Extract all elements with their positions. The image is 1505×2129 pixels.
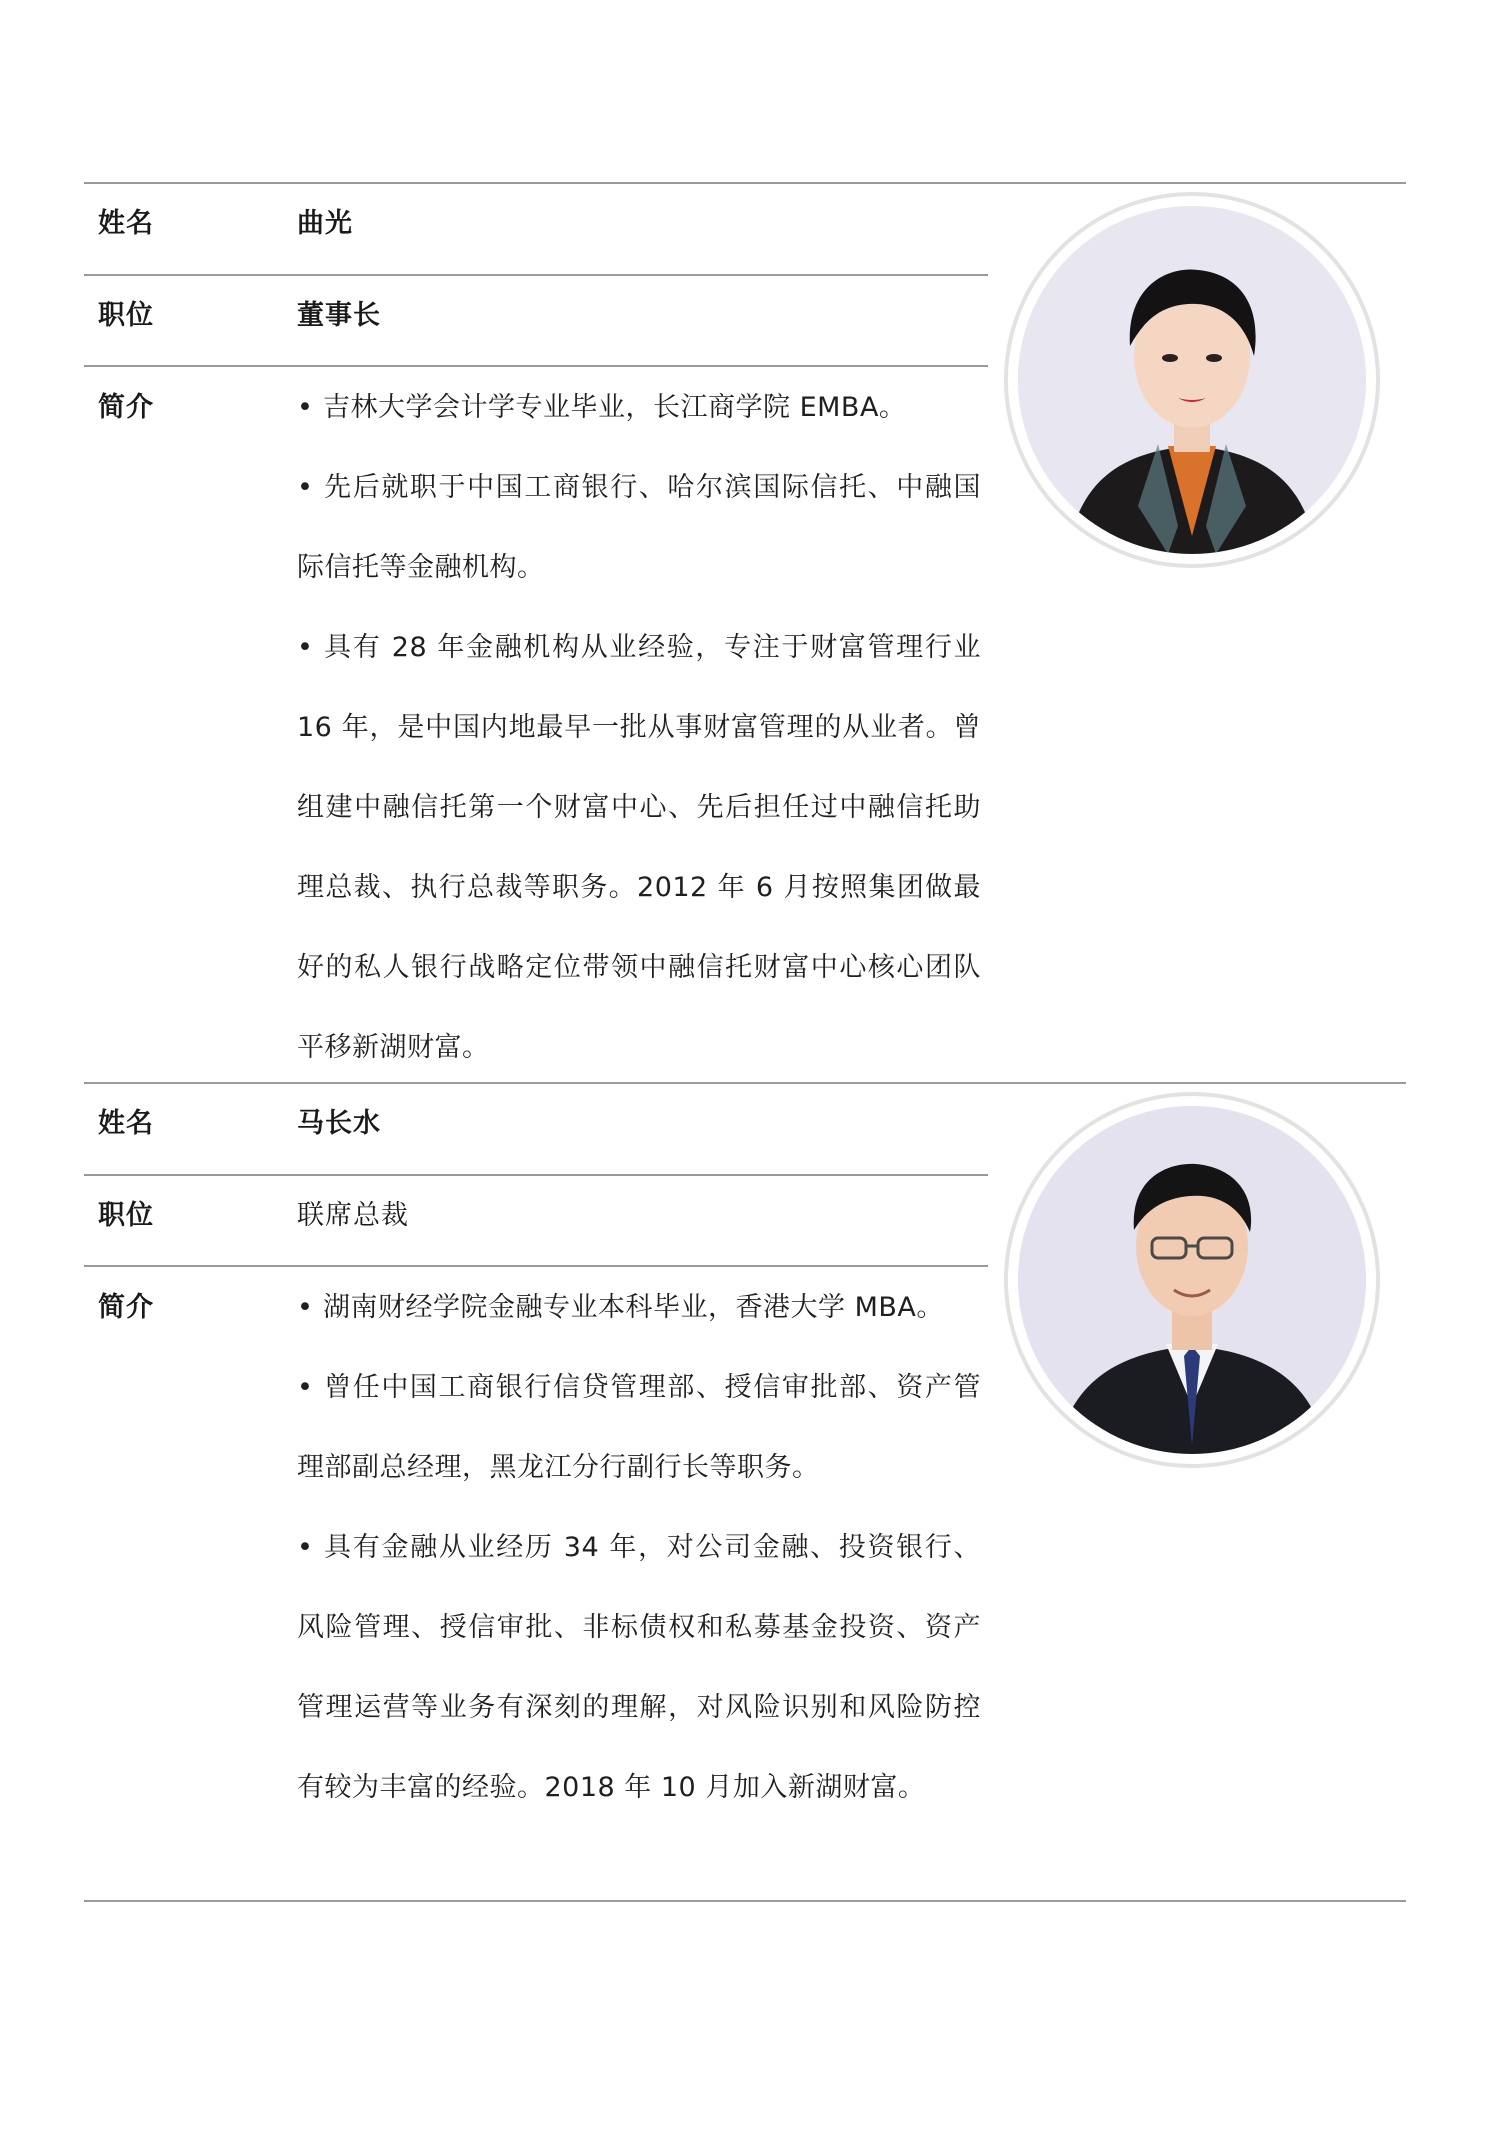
person-bio bbox=[297, 1268, 981, 1828]
portrait-man-image bbox=[1018, 1106, 1366, 1454]
position-label: 职位 bbox=[98, 1200, 154, 1231]
person-bio bbox=[297, 368, 981, 1088]
portrait-frame bbox=[1004, 192, 1380, 568]
bio-item: • 具有 28 年金融机构从业经验，专注于财富管理行业 16 年，是中国内地最早一批从事财富管理的从业者。曾组建中融信托第一个财富中心、先后担任过中融信托助理总裁、执行总裁等职务。2012 年 6 月按照集团做最好的私人银行战略定位带领中融信托财富中心核心团队平移新湖财富。 bbox=[297, 608, 981, 1088]
bio-item: • 湖南财经学院金融专业本科毕业，香港大学 MBA。 bbox=[297, 1268, 981, 1348]
person-position: 联席总裁 bbox=[297, 1200, 409, 1231]
row-divider bbox=[84, 1174, 988, 1176]
bio-label: 简介 bbox=[98, 392, 154, 423]
portrait-photo bbox=[1018, 206, 1366, 554]
portrait-woman-image bbox=[1018, 206, 1366, 554]
position-label: 职位 bbox=[98, 300, 154, 331]
person-name: 马长水 bbox=[297, 1108, 381, 1139]
bio-item: • 吉林大学会计学专业毕业，长江商学院 EMBA。 bbox=[297, 368, 981, 448]
bio-item: • 曾任中国工商银行信贷管理部、授信审批部、资产管理部副总经理，黑龙江分行副行长等职务。 bbox=[297, 1348, 981, 1508]
bio-label: 简介 bbox=[98, 1292, 154, 1323]
section-divider-top-1 bbox=[84, 182, 1406, 184]
row-divider bbox=[84, 365, 988, 367]
bio-item: • 具有金融从业经历 34 年，对公司金融、投资银行、风险管理、授信审批、非标债权和私募基金投资、资产管理运营等业务有深刻的理解，对风险识别和风险防控有较为丰富的经验。2018 年 10 月加入新湖财富。 bbox=[297, 1508, 981, 1828]
bio-item: • 先后就职于中国工商银行、哈尔滨国际信托、中融国际信托等金融机构。 bbox=[297, 448, 981, 608]
portrait-frame bbox=[1004, 1092, 1380, 1468]
name-label: 姓名 bbox=[98, 1108, 154, 1139]
section-divider-top-2 bbox=[84, 1082, 1406, 1084]
row-divider bbox=[84, 274, 988, 276]
person-name: 曲光 bbox=[297, 208, 353, 239]
section-divider-bottom bbox=[84, 1900, 1406, 1902]
name-label: 姓名 bbox=[98, 208, 154, 239]
portrait-photo bbox=[1018, 1106, 1366, 1454]
person-position: 董事长 bbox=[297, 300, 381, 331]
row-divider bbox=[84, 1265, 988, 1267]
